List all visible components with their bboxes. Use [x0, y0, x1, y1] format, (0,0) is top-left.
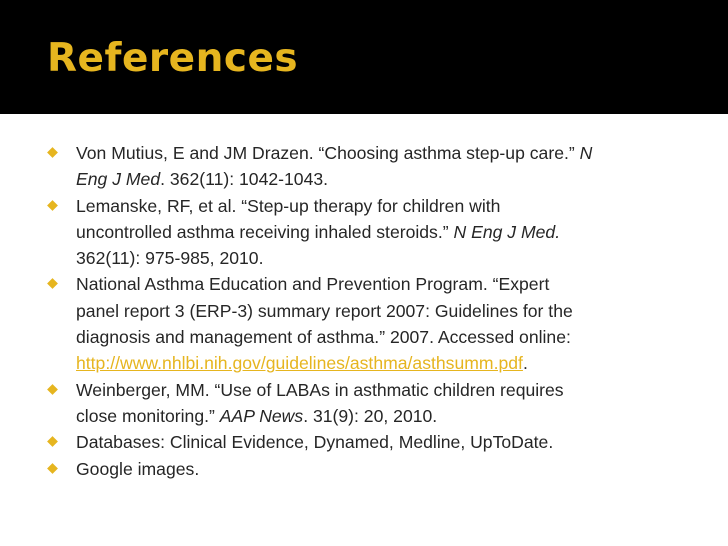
title-bar	[0, 0, 728, 114]
bullet-icon	[47, 279, 58, 290]
bullet-icon	[47, 436, 58, 447]
reference-line	[76, 140, 708, 166]
reference-text: . 362(11): 1042-1043.	[160, 169, 329, 190]
reference-line: diagnosis and management of asthma.” 2007. Accessed online:	[76, 327, 571, 348]
reference-line: 362(11): 975-985, 2010.	[76, 248, 264, 269]
journal-name: N	[579, 143, 593, 163]
reference-line: Lemanske, RF, et al. “Step-up therapy for children with	[76, 195, 501, 216]
reference-item	[48, 193, 708, 272]
reference-line	[76, 166, 708, 192]
reference-line: Databases: Clinical Evidence, Dynamed, Medline, UpToDate.	[76, 432, 554, 453]
reference-line	[76, 219, 708, 245]
reference-line: Weinberger, MM. “Use of LABAs in asthmatic children requires	[76, 379, 564, 400]
references-list	[48, 140, 708, 482]
reference-item	[48, 140, 708, 193]
journal-name: Eng J Med	[76, 169, 161, 190]
reference-item	[48, 456, 708, 482]
journal-name: N Eng J Med.	[453, 221, 561, 242]
bullet-icon	[47, 200, 58, 211]
reference-item	[48, 377, 708, 430]
bullet-icon	[47, 463, 58, 474]
bullet-icon	[47, 147, 58, 158]
reference-text: .	[522, 353, 528, 374]
reference-text: . 31(9): 20, 2010.	[303, 405, 438, 426]
reference-item	[48, 429, 708, 455]
journal-name: AAP News	[219, 405, 304, 426]
reference-link[interactable]: http://www.nhlbi.nih.gov/guidelines/asthma/asthsumm.pdf	[76, 353, 523, 374]
bullet-icon	[47, 384, 58, 395]
reference-item	[48, 271, 708, 376]
slide-title: References	[47, 36, 299, 81]
reference-line: National Asthma Education and Prevention Program. “Expert	[76, 274, 550, 295]
reference-line	[76, 403, 708, 429]
reference-text: uncontrolled asthma receiving inhaled steroids.”	[76, 221, 454, 242]
reference-text: close monitoring.”	[76, 405, 220, 426]
reference-line: panel report 3 (ERP-3) summary report 2007: Guidelines for the	[76, 300, 573, 321]
reference-line	[76, 350, 708, 376]
reference-text: Von Mutius, E and JM Drazen. “Choosing asthma step-up care.”	[76, 143, 580, 163]
reference-line: Google images.	[76, 458, 200, 479]
